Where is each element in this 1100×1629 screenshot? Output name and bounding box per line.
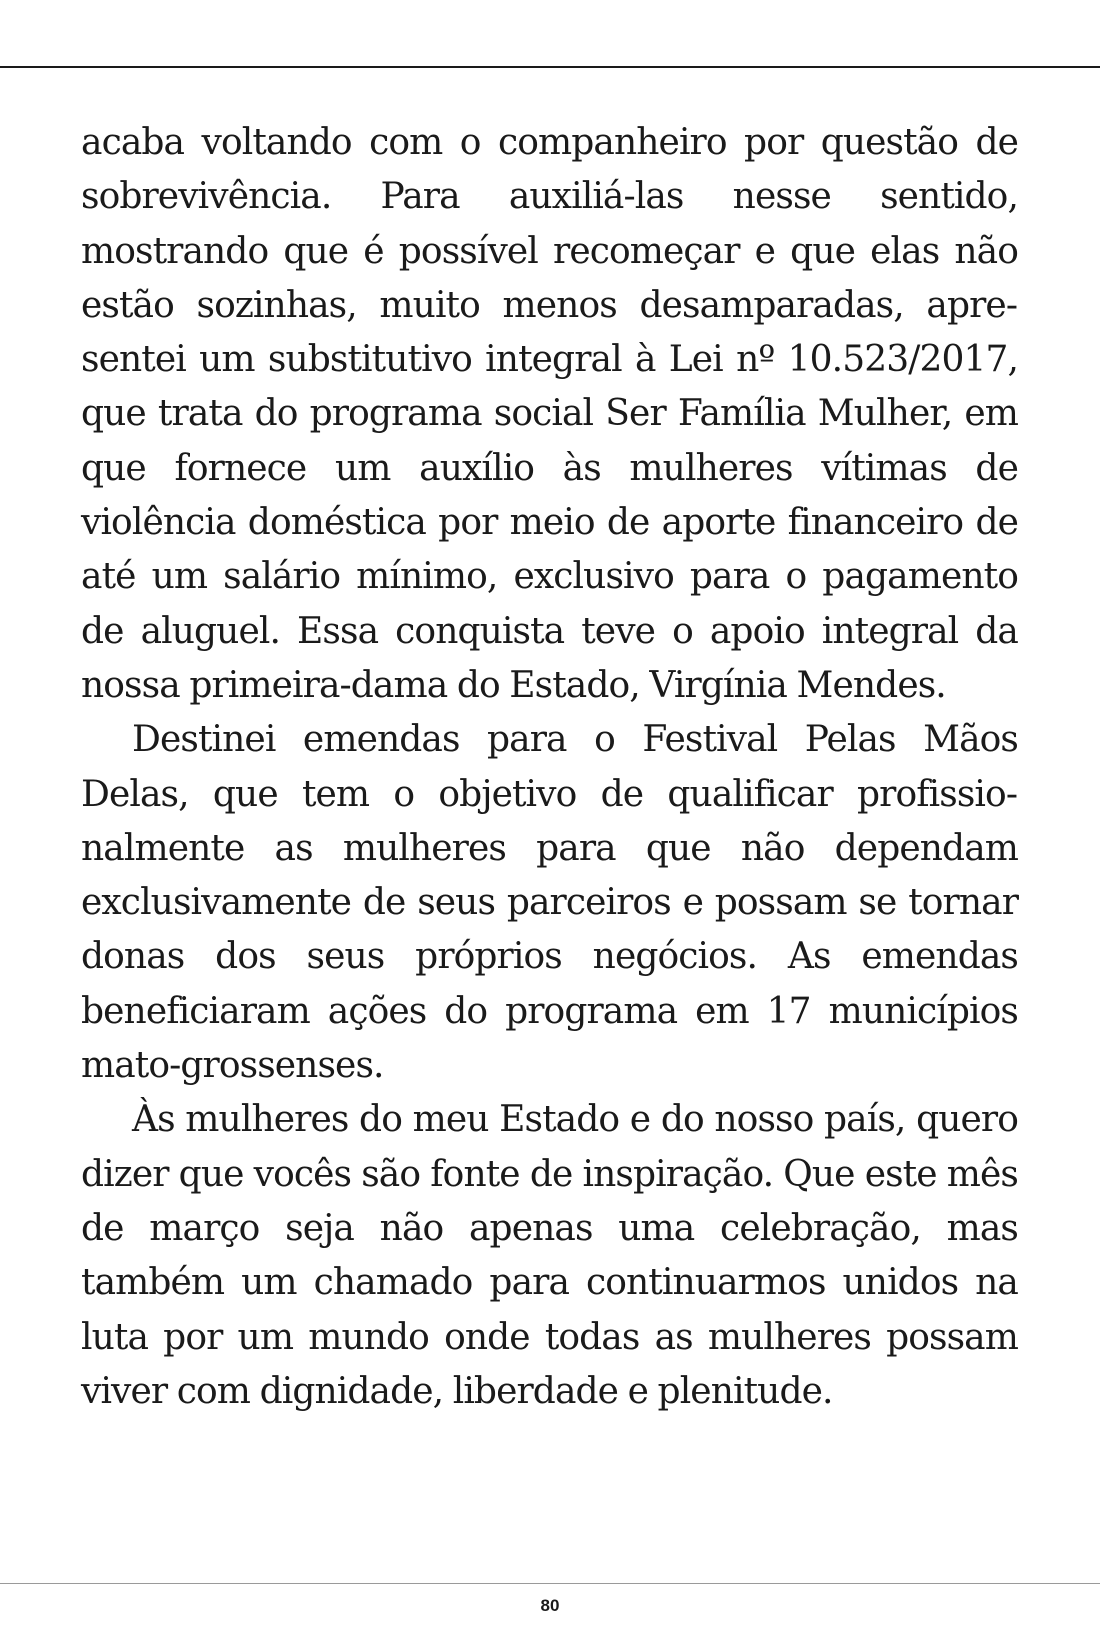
paragraph-continued: acaba voltando com o companheiro por questão de sobrevivência. Para auxiliá-las nesse sentido, mostrando que é possível recomeçar e que elas não estão sozinhas, muito menos desamparadas, apresentei um substitutivo integral à Lei nº 10.523/2017, que trata do programa social Ser Família Mulher, em que fornece um auxílio às mulheres vítimas de violência doméstica por meio de aporte financeiro de até um salário mínimo, exclusivo para o pagamento de aluguel. Essa conquista teve o apoio integral da nossa primeira-dama do Estado, Virgínia Mendes.: [81, 122, 1018, 706]
paragraph-emendas: Destinei emendas para o Festival Pelas Mãos Delas, que tem o objetivo de qualificar profissionalmente as mulheres para que não dependam exclusivamente de seus parceiros e possam se tornar donas dos seus próprios negócios. As emendas beneficiaram ações do programa em 17 municípios mato-grossenses.: [81, 719, 1018, 1087]
body-text: [81, 116, 1018, 1419]
page-number: 80: [540, 1596, 560, 1615]
footer-rule: [0, 1583, 1100, 1584]
header-rule: [0, 66, 1100, 68]
paragraph-closing: Às mulheres do meu Estado e do nosso país, quero dizer que vocês são fonte de inspiração. Que este mês de março seja não apenas uma celebração, mas também um chamado para continuarmos unidos na luta por um mundo onde todas as mulheres possam viver com dignidade, liberdade e plenitude.: [81, 1099, 1018, 1412]
